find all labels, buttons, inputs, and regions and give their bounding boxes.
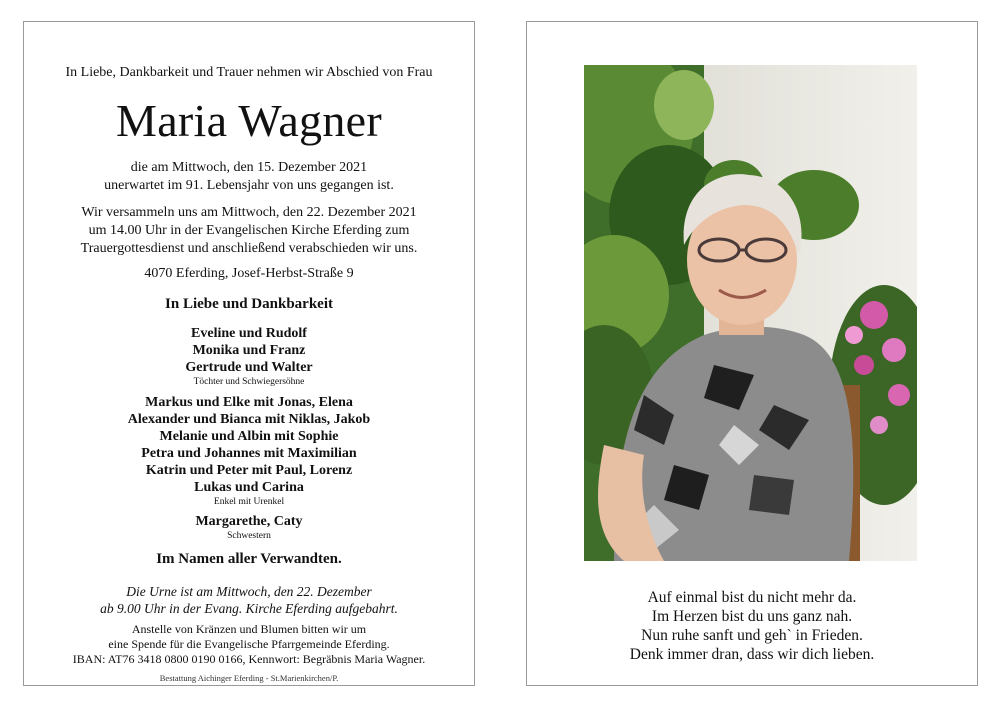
service-line: Trauergottesdienst und anschließend verabschieden wir uns. (80, 241, 418, 256)
family-member: Monika und Franz (192, 343, 306, 358)
children-group (24, 325, 474, 388)
portrait-illustration (584, 65, 917, 561)
family-member: Eveline und Rudolf (191, 326, 307, 341)
family-member: Alexander und Bianca mit Niklas, Jakob (127, 412, 371, 427)
portrait-photo (584, 65, 917, 561)
obituary-text-card (23, 21, 475, 686)
relation-caption: Schwestern (227, 531, 271, 541)
urn-notice (24, 583, 474, 617)
donation-notice (24, 622, 474, 667)
grandchildren-group (24, 394, 474, 508)
intro-line: In Liebe, Dankbarkeit und Trauer nehmen wir Abschied von Frau (65, 65, 433, 80)
family-member: Lukas und Carina (194, 480, 304, 495)
death-line: die am Mittwoch, den 15. Dezember 2021 (130, 160, 368, 175)
deceased-name: Maria Wagner (116, 95, 382, 146)
donation-line: eine Spende für die Evangelische Pfarrgemeinde Eferding. (108, 637, 390, 651)
family-member: Markus und Elke mit Jonas, Elena (145, 395, 353, 410)
poem-line: Im Herzen bist du uns ganz nah. (651, 608, 853, 625)
death-notice (24, 159, 474, 195)
urn-line: Die Urne ist am Mittwoch, den 22. Dezember (126, 584, 372, 599)
family-member: Margarethe, Caty (195, 514, 303, 529)
family-member: Katrin und Peter mit Paul, Lorenz (145, 463, 353, 478)
poem-line: Auf einmal bist du nicht mehr da. (647, 589, 857, 606)
service-line: Wir versammeln uns am Mittwoch, den 22. Dezember 2021 (81, 205, 417, 220)
poem-line: Nun ruhe sanft und geh` in Frieden. (641, 627, 863, 644)
relation-caption: Töchter und Schwiegersöhne (193, 377, 305, 387)
family-member: Petra und Johannes mit Maximilian (141, 446, 357, 461)
relation-caption: Enkel mit Urenkel (213, 497, 285, 507)
urn-line: ab 9.00 Uhr in der Evang. Kirche Eferding aufgebahrt. (100, 601, 398, 616)
service-line: um 14.00 Uhr in der Evangelischen Kirche Eferding zum (88, 223, 410, 238)
address: 4070 Eferding, Josef-Herbst-Straße 9 (144, 266, 354, 281)
obituary-photo-card (526, 21, 978, 686)
death-line: unerwartet im 91. Lebensjahr von uns gegangen ist. (104, 178, 394, 193)
donation-line: IBAN: AT76 3418 0800 0190 0166, Kennwort: Begräbnis Maria Wagner. (72, 652, 426, 666)
poem-line: Denk immer dran, dass wir dich lieben. (629, 646, 875, 663)
donation-line: Anstelle von Kränzen und Blumen bitten wir um (131, 622, 367, 636)
heading-gratitude: In Liebe und Dankbarkeit (165, 296, 333, 312)
family-member: Melanie und Albin mit Sophie (159, 429, 339, 444)
family-member: Gertrude und Walter (185, 360, 313, 375)
heading-relatives: Im Namen aller Verwandten. (156, 551, 342, 567)
sisters-group (24, 513, 474, 542)
service-notice (24, 204, 474, 258)
undertaker-credit: Bestattung Aichinger Eferding - St.Marienkirchen/P. (159, 673, 339, 683)
memorial-poem (527, 588, 977, 664)
